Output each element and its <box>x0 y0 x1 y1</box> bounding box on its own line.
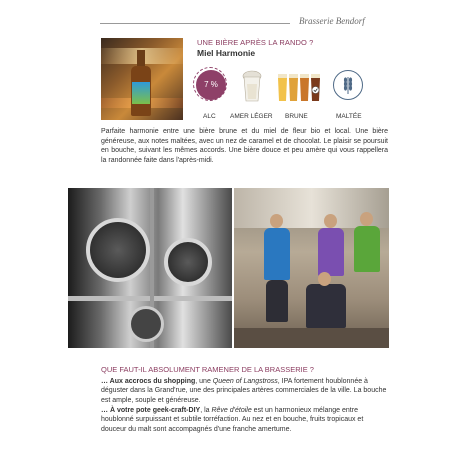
hop-glass-icon <box>240 70 264 107</box>
recommendation-lead: … À votre pote geek-craft-DIY <box>101 407 201 414</box>
section-title: QUE FAUT-IL ABSOLUMENT RAMENER DE LA BRASSERIE ? <box>101 365 314 374</box>
alcohol-badge-icon <box>196 70 226 100</box>
person-blue-shirt <box>264 228 290 280</box>
beer-question: UNE BIÈRE APRÈS LA RANDO ? <box>197 38 314 47</box>
tank-valve <box>128 306 164 342</box>
recommendation-text: , une <box>195 378 213 385</box>
person-head <box>360 212 373 226</box>
label-alc: ALC <box>203 113 216 120</box>
floor <box>234 328 389 348</box>
person-purple-shirt <box>318 228 344 276</box>
person-jeans <box>266 280 288 322</box>
beer-bottle-photo <box>101 38 183 120</box>
recommendation-1 <box>101 377 388 405</box>
beer-description: Parfaite harmonie entre une bière brune et du miel de fleur bio et local. Une bière généreuse, aux notes maltées, avec un nez de caramel et de chocolat. Le plaisir se poursuit en bouche, suivant les mêmes accords. Une bière douce et peu amère qui vous rappellera la randonnée faite dans l'après-midi. <box>101 128 388 164</box>
header-brand: Brasserie Bendorf <box>299 16 365 26</box>
people-drinking-photo <box>234 188 389 348</box>
recommendation-text: , IPA fortement houblonnée à déguster dans la Grand'rue, une des principales artères commerciales de la ville. La bouche est ample, souple et généreuse. <box>101 378 387 404</box>
beer-name-italic: Rêve d'étoile <box>211 407 252 414</box>
label-malt: MALTÉE <box>336 113 362 120</box>
label-bitterness: AMER LÉGER <box>230 113 273 120</box>
person-head <box>324 214 337 228</box>
person-seated <box>306 284 346 328</box>
bottle-label <box>132 82 150 104</box>
tank-door <box>164 238 212 286</box>
beer-name-italic: Queen of Langstross <box>212 378 278 385</box>
alcohol-value: 7 % <box>204 80 218 89</box>
person-head <box>318 272 331 286</box>
person-head <box>270 214 283 228</box>
recommendation-text: , la <box>200 407 212 414</box>
recommendation-2 <box>101 406 388 434</box>
person-green-shirt <box>354 226 380 272</box>
beer-color-glasses-icon <box>277 68 323 107</box>
tank-door <box>86 218 150 282</box>
beer-name: Miel Harmonie <box>197 48 256 58</box>
label-color: BRUNE <box>285 113 308 120</box>
brewery-tanks-photo <box>68 188 232 348</box>
recommendation-text: est un harmonieux mélange entre houblonné surpuissant et subtile torréfaction. Au nez et en bouche, fruits tropicaux et douceur du malt sont accompagnés d'une franche amertume. <box>101 407 364 433</box>
recommendation-lead: … Aux accrocs du shopping <box>101 378 196 385</box>
header-rule <box>100 23 290 24</box>
barley-icon <box>333 70 363 100</box>
